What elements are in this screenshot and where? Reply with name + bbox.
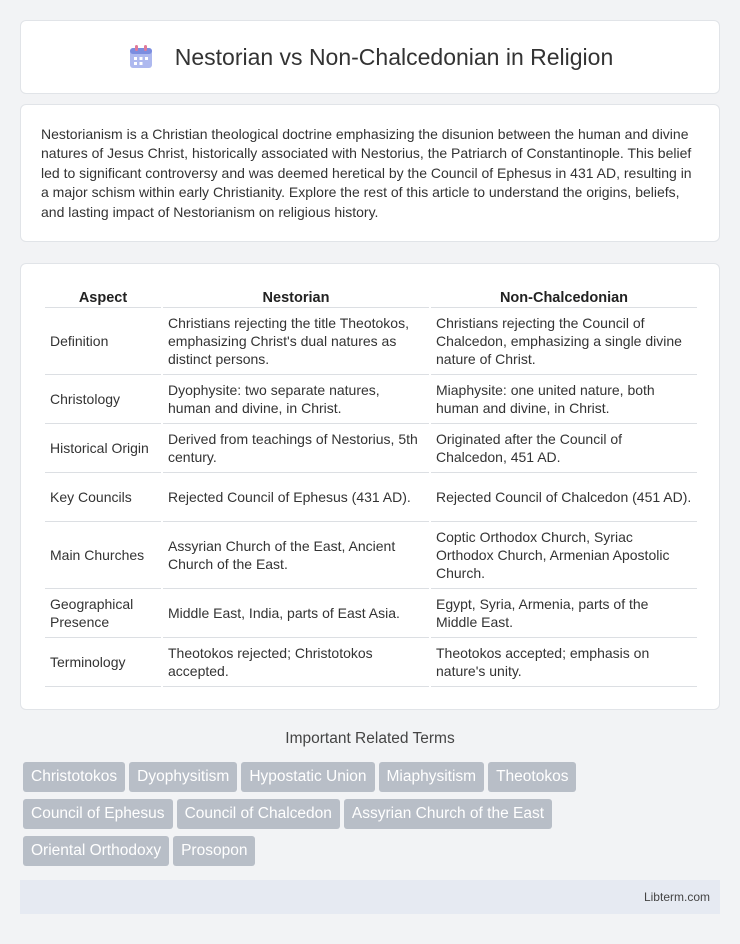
row-nestorian: Middle East, India, parts of East Asia.	[163, 589, 429, 638]
row-non-chalcedonian: Coptic Orthodox Church, Syriac Orthodox Church, Armenian Apostolic Church.	[431, 522, 697, 589]
tag-dyophysitism[interactable]: Dyophysitism	[129, 762, 237, 792]
table-row	[45, 638, 697, 687]
row-aspect: Geographical Presence	[45, 589, 161, 638]
row-aspect: Key Councils	[45, 473, 161, 522]
tag-theotokos[interactable]: Theotokos	[488, 762, 576, 792]
table-row	[45, 308, 697, 375]
tag-hypostatic-union[interactable]: Hypostatic Union	[241, 762, 374, 792]
tag-council-of-ephesus[interactable]: Council of Ephesus	[23, 799, 173, 829]
row-nestorian: Derived from teachings of Nestorius, 5th century.	[163, 424, 429, 473]
footer-site-link[interactable]: Libterm.com	[643, 890, 710, 904]
row-nestorian: Rejected Council of Ephesus (431 AD).	[163, 473, 429, 522]
row-non-chalcedonian: Egypt, Syria, Armenia, parts of the Middle East.	[431, 589, 697, 638]
row-nestorian: Theotokos rejected; Christotokos accepted.	[163, 638, 429, 687]
tag-miaphysitism[interactable]: Miaphysitism	[379, 762, 485, 792]
row-non-chalcedonian: Miaphysite: one united nature, both human and divine, in Christ.	[431, 375, 697, 424]
row-non-chalcedonian: Rejected Council of Chalcedon (451 AD).	[431, 473, 697, 522]
header-non-chalcedonian: Non-Chalcedonian	[431, 284, 697, 308]
table-row	[45, 522, 697, 589]
table-row	[45, 473, 697, 522]
table-row	[45, 424, 697, 473]
table-row	[45, 589, 697, 638]
row-nestorian: Assyrian Church of the East, Ancient Church of the East.	[163, 522, 429, 589]
title-card	[20, 20, 720, 94]
intro-paragraph: Nestorianism is a Christian theological doctrine emphasizing the disunion between the human and divine natures of Jesus Christ, historically associated with Nestorius, the Patriarch of Constantinople. This belief led to significant controversy and was deemed heretical by the Council of Ephesus in 431 AD, resulting in a major schism within early Christianity. Explore the rest of this article to understand the origins, beliefs, and lasting impact of Nestorianism on religious history.	[41, 126, 692, 220]
row-nestorian: Dyophysite: two separate natures, human and divine, in Christ.	[163, 375, 429, 424]
row-non-chalcedonian: Originated after the Council of Chalcedon, 451 AD.	[431, 424, 697, 473]
related-terms-list	[23, 762, 723, 873]
row-aspect: Christology	[45, 375, 161, 424]
comparison-table	[43, 284, 699, 687]
footer	[20, 880, 720, 914]
tag-prosopon[interactable]: Prosopon	[173, 836, 255, 866]
related-terms-title: Important Related Terms	[285, 730, 455, 747]
tag-oriental-orthodoxy[interactable]: Oriental Orthodoxy	[23, 836, 169, 866]
row-aspect: Definition	[45, 308, 161, 375]
row-non-chalcedonian: Christians rejecting the Council of Chalcedon, emphasizing a single divine nature of Christ.	[431, 308, 697, 375]
table-row	[45, 375, 697, 424]
tag-christotokos[interactable]: Christotokos	[23, 762, 125, 792]
table-header-row	[45, 284, 697, 308]
intro-card	[20, 104, 720, 242]
row-aspect: Main Churches	[45, 522, 161, 589]
calendar-icon	[127, 43, 155, 71]
row-aspect: Terminology	[45, 638, 161, 687]
tag-assyrian-church-of-the-east[interactable]: Assyrian Church of the East	[344, 799, 552, 829]
page-title: Nestorian vs Non-Chalcedonian in Religion	[174, 43, 614, 70]
comparison-card	[20, 263, 720, 710]
header-aspect: Aspect	[45, 284, 161, 308]
row-aspect: Historical Origin	[45, 424, 161, 473]
tag-council-of-chalcedon[interactable]: Council of Chalcedon	[177, 799, 340, 829]
header-nestorian: Nestorian	[163, 284, 429, 308]
row-non-chalcedonian: Theotokos accepted; emphasis on nature's unity.	[431, 638, 697, 687]
row-nestorian: Christians rejecting the title Theotokos, emphasizing Christ's dual natures as distinct persons.	[163, 308, 429, 375]
